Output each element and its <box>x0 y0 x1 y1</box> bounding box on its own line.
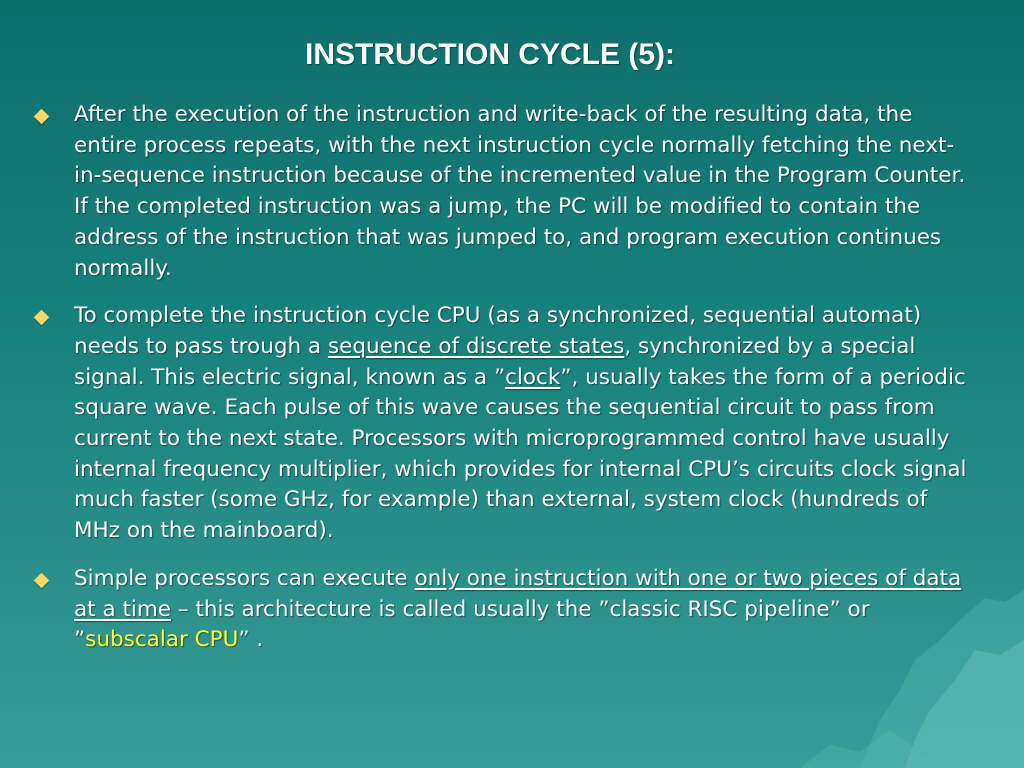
bullet-text-part: ”, usually takes the form of a periodic square wave. Each pulse of this wave causes the sequential circuit to pass from current to the next state. Processors with microprogrammed control have usually internal frequency multiplier, which provides for internal CPU’s circuits clock signal much faster (some GHz, for example) than external, system clock (hundreds of MHz on the mainboard). <box>74 364 967 544</box>
clock-link[interactable]: clock <box>505 364 561 390</box>
diamond-bullet-icon <box>34 310 50 326</box>
bullet-item-3 <box>34 564 974 656</box>
one-instruction-link[interactable]: only one instruction with one or two pieces of data at a time <box>74 565 962 622</box>
slide-title: INSTRUCTION CYCLE (5): <box>305 38 675 71</box>
bullet-item-2 <box>34 301 974 547</box>
bullet-text-part: – this architecture is called usually the ”classic RISC pipeline” or ” <box>74 596 870 653</box>
bullet-text-part: ” . <box>238 627 264 653</box>
bullet-list <box>34 100 974 673</box>
diamond-bullet-icon <box>34 109 50 125</box>
bullet-text-part: Simple processors can execute <box>74 565 415 591</box>
bullet-text-part: , synchronized by a special signal. This electric signal, known as a ” <box>74 333 916 390</box>
bullet-text: After the execution of the instruction and write-back of the resulting data, the entire process repeats, with the next instruction cycle normally fetching the next-in-sequence instruction because of the incremented value in the Program Counter. If the completed instruction was a jump, the PC will be modified to contain the address of the instruction that was jumped to, and program execution continues normally. <box>74 102 966 281</box>
bullet-text-part: To complete the instruction cycle CPU (as a synchronized, sequential automat) needs to pass trough a <box>74 303 922 359</box>
diamond-bullet-icon <box>34 573 50 589</box>
bullet-item-1 <box>34 100 974 284</box>
subscalar-cpu-highlight: subscalar CPU <box>85 627 239 653</box>
sequence-of-discrete-states-link[interactable]: sequence of discrete states <box>327 333 625 359</box>
